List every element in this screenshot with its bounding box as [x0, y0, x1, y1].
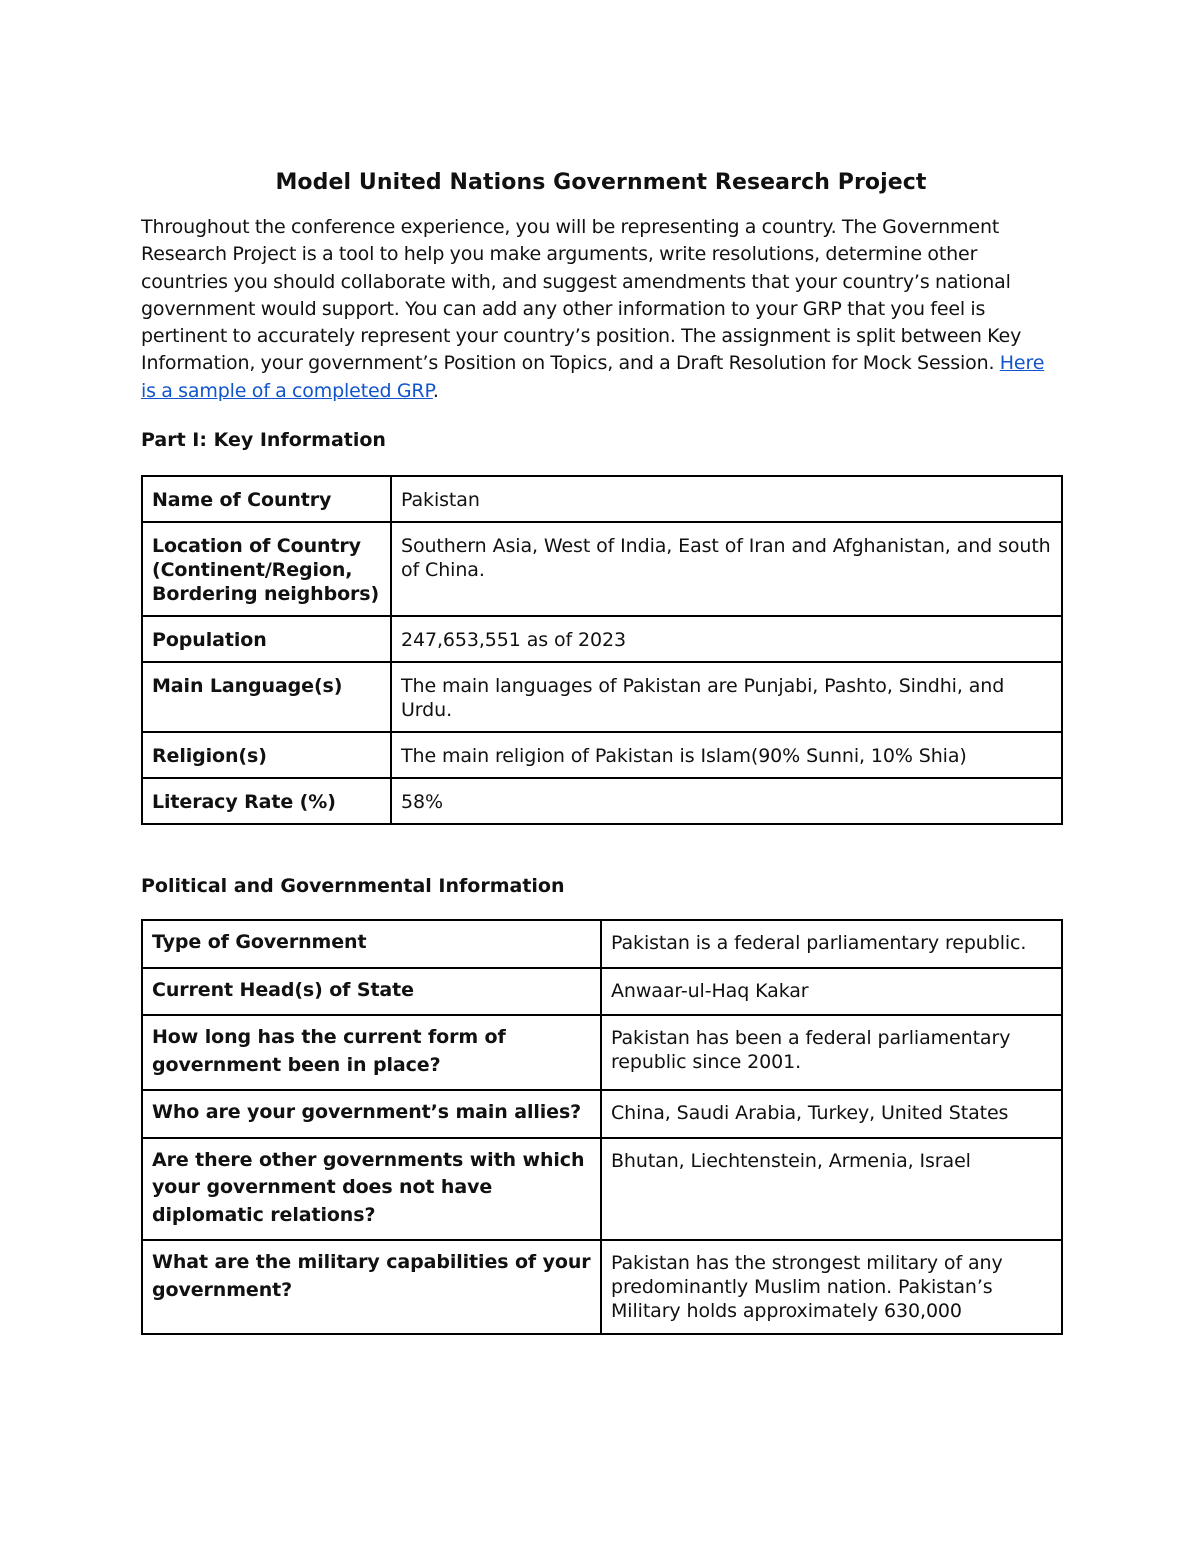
intro-paragraph [141, 214, 1061, 405]
row-label: Literacy Rate (%) [142, 778, 391, 824]
sample-grp-link[interactable]: Here is a sample of a completed GRP [141, 352, 1045, 402]
table-row [142, 1015, 1062, 1090]
row-value: Pakistan is a federal parliamentary republic. [601, 920, 1062, 968]
row-value: The main languages of Pakistan are Punjabi, Pashto, Sindhi, and Urdu. [391, 662, 1062, 732]
row-value: The main religion of Pakistan is Islam(90% Sunni, 10% Shia) [391, 732, 1062, 778]
row-label: Who are your government’s main allies? [142, 1090, 601, 1138]
row-label: Current Head(s) of State [142, 968, 601, 1016]
table-row [142, 476, 1062, 522]
table-row [142, 778, 1062, 824]
row-value: Southern Asia, West of India, East of Iran and Afghanistan, and south of China. [391, 522, 1062, 616]
table-row [142, 1138, 1062, 1241]
row-label: How long has the current form of government been in place? [142, 1015, 601, 1090]
key-information-table [141, 475, 1063, 825]
row-label: What are the military capabilities of your government? [142, 1240, 601, 1334]
row-value: Pakistan [391, 476, 1062, 522]
document-page [141, 160, 1061, 1335]
row-label: Location of Country (Continent/Region, Bordering neighbors) [142, 522, 391, 616]
key-information-heading: Part I: Key Information [141, 429, 386, 452]
intro-text: Throughout the conference experience, you will be representing a country. The Government Research Project is a tool to help you make arguments, write resolutions, determine other countries you should collaborate with, and suggest amendments that your country’s national government would support. You can add any other information to your GRP that you feel is pertinent to accurately represent your country’s position. The assignment is split between Key Information, your government’s Position on Topics, and a Draft Resolution for Mock Session. [141, 216, 1022, 375]
table-row [142, 1240, 1062, 1334]
row-label: Are there other governments with which your government does not have diplomatic relations? [142, 1138, 601, 1241]
row-value: Pakistan has been a federal parliamentary republic since 2001. [601, 1015, 1062, 1090]
row-label: Religion(s) [142, 732, 391, 778]
table-row [142, 662, 1062, 732]
table-row [142, 968, 1062, 1016]
row-value: Bhutan, Liechtenstein, Armenia, Israel [601, 1138, 1062, 1241]
political-information-table [141, 919, 1063, 1335]
row-label: Type of Government [142, 920, 601, 968]
row-value: 58% [391, 778, 1062, 824]
row-label: Name of Country [142, 476, 391, 522]
row-value: Pakistan has the strongest military of any predominantly Muslim nation. Pakistan’s Military holds approximately 630,000 [601, 1240, 1062, 1334]
table-row [142, 522, 1062, 616]
table-row [142, 732, 1062, 778]
row-label: Population [142, 616, 391, 662]
row-value: 247,653,551 as of 2023 [391, 616, 1062, 662]
document-title: Model United Nations Government Research Project [275, 170, 927, 195]
intro-end: . [432, 379, 439, 402]
table-row [142, 1090, 1062, 1138]
table-row [142, 616, 1062, 662]
table-row [142, 920, 1062, 968]
row-label: Main Language(s) [142, 662, 391, 732]
row-value: China, Saudi Arabia, Turkey, United States [601, 1090, 1062, 1138]
political-information-heading: Political and Governmental Information [141, 875, 565, 898]
row-value: Anwaar-ul-Haq Kakar [601, 968, 1062, 1016]
